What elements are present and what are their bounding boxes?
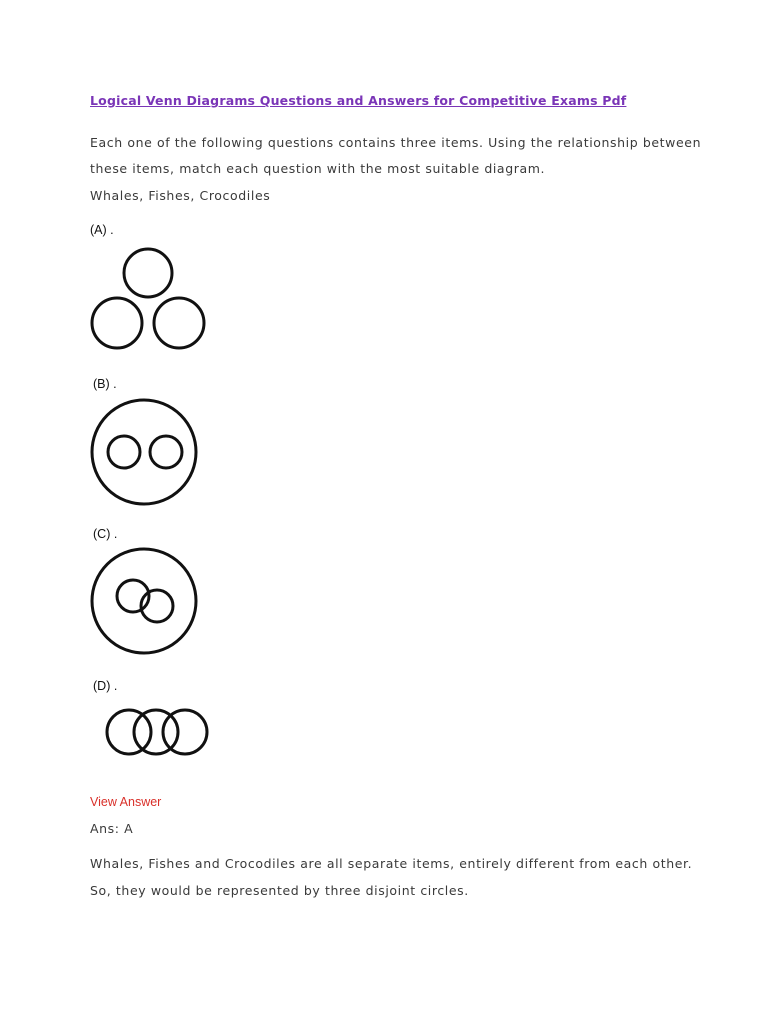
option-a-circle-top — [124, 249, 172, 297]
option-b-circle-inner-right — [150, 436, 182, 468]
option-c-diagram — [85, 546, 205, 656]
page-title-link[interactable]: Logical Venn Diagrams Questions and Answers for Competitive Exams Pdf — [90, 93, 627, 108]
view-answer-link[interactable]: View Answer — [90, 795, 162, 809]
option-a-circle-left — [92, 298, 142, 348]
option-b-label: (B) . — [93, 377, 117, 391]
intro-line-1: Each one of the following questions contains three items. Using the relationship between — [90, 135, 702, 150]
explanation-line-1: Whales, Fishes and Crocodiles are all separate items, entirely different from each other. — [90, 856, 693, 871]
question-text: Whales, Fishes, Crocodiles — [90, 188, 271, 203]
intro-line-2: these items, match each question with the most suitable diagram. — [90, 161, 546, 176]
option-a-label: (A) . — [90, 223, 114, 237]
option-d-circle-right — [163, 710, 207, 754]
option-a-circle-right — [154, 298, 204, 348]
option-d-diagram — [100, 703, 215, 763]
option-d-label: (D) . — [93, 679, 118, 693]
option-b-diagram — [85, 398, 205, 508]
option-a-diagram — [85, 243, 215, 353]
option-c-circle-outer — [92, 549, 196, 653]
explanation-line-2: So, they would be represented by three disjoint circles. — [90, 883, 469, 898]
option-c-label: (C) . — [93, 527, 118, 541]
option-b-circle-inner-left — [108, 436, 140, 468]
option-d-circle-left — [107, 710, 151, 754]
answer-text: Ans: A — [90, 821, 134, 836]
